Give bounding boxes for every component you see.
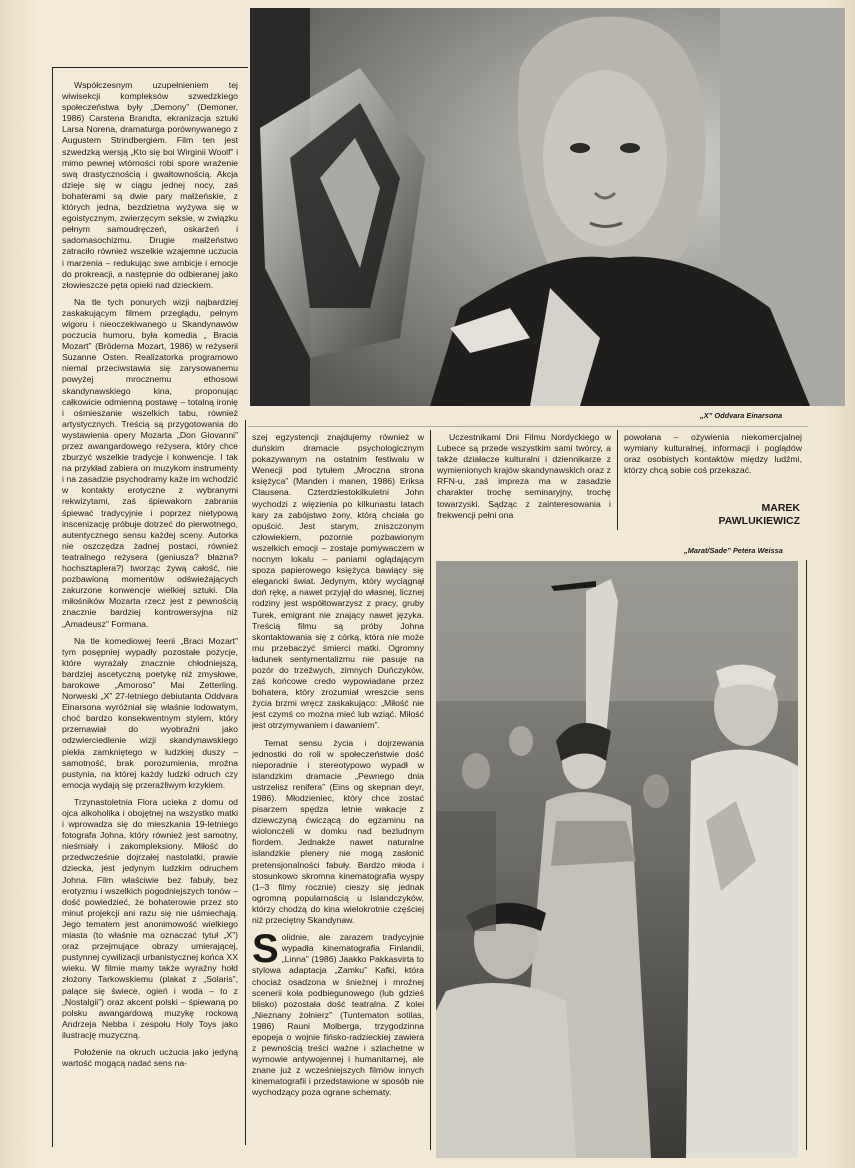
photo-marat-sade-still: [436, 561, 798, 1158]
article-column-2: [252, 432, 424, 1147]
column-rule-left: [52, 67, 53, 1147]
article-column-1: [62, 80, 238, 1148]
paragraph: Trzynastoletnia Flora ucieka z domu od ojca alkoholika i obojętnej na wszystko matki i wprowadza się do mieszkania 19-letniego fotografa Johna, który również jest samotny, nieśmiały i zakompleksiony. Miłość do przedwcześnie dojrzałej nastolatki, prawie dziecka, jest jedynym ludzkim odruchem Johna. Film właściwie bez fabuły, bez erotyzmu i wszelkich pogodniejszych tonów – dość powiedzieć, że bohaterowie przez sto minut projekcji ani razu się nie uśmiechają. Jego tematem jest anonimowość wielkiego miasta (to właśnie ma oznaczać tytuł „X”) oraz przejmujące obrazy umierającej, pustynnej cywilizacji urbanistycznej końca XX wieku. W filmie mamy także wyraźny hołd złożony Tarkowskiemu (plakat z „Solaris”, palące się świece, ogień i woda – to z „Nostalgii”) oraz akcent polski – śpiewaną po polsku awangardową muzykę rockową Andrzeja Nebba i zespołu Holy Toys jako ilustrację muzyczną.: [62, 796, 238, 1040]
paragraph: Współczesnym uzupełnieniem tej wiwisekcji kompleksów szwedzkiego społeczeństwa były „Demony” (Demoner, 1986) Carstena Brandta, ekranizacja sztuki Larsa Norena, dramaturga porównywanego z Augustem Strindbergiem. Film ten jest szwedzką wersją „Kto się boi Wirginii Woolf” i mimo pewnej wtórności robi spore wrażenie swą drastycznością i gwałtownością. Akcja dzieje się w ciągu jednej nocy, zaś bohaterami są dwie pary małżeńskie, z których jedna, bezdzietna wyżywa się w egoistycznym, zwierzęcym seksie, w związku pełnym samoudręczeń, oskarżeń i sadomasochizmu. Drugie małżeństwo zatraciło również wszelkie wzajemne uczucia i marzenia – redukując swe ambicje i emocje do prokreacji, a następnie do odbieranej jako złowieszcze pęta opieki nad dzieckiem.: [62, 80, 238, 290]
photo-caption-marat-sade: „Marat/Sade” Petera Weissa: [684, 546, 783, 555]
paragraph: Na tle komediowej feerii „Braci Mozart” tym posępniej wypadły pozostałe pozycje, które wyrażały znacznie chłodniejszą, bardziej ascetyczną poetykę niż zmysłowe, barokowe „Amoroso” Mai Zetterling. Norweski „X” 27-letniego debiutanta Oddvara Einarsona wyróżniał się właśnie lodowatym, choć bardzo konsekwentnym stylem, który przemawiał do wyobraźni jako odzwierciedlenie wizji skandynawskiego piekła zamkniętego w ludzkiej duszy – samotność, brak porozumienia, mroźna pustynia, na której każdy ludzki odruch czy emocja wydają się przerażliwym krzykiem.: [62, 635, 238, 790]
author-last-name: PAWLUKIEWICZ: [718, 515, 800, 527]
paragraph: powołana – ożywienia niekomercjalnej wymiany kulturalnej, informacji i poglądów oraz osobistych kontaktów między ludźmi, którzy chcą sobie coś przekazać.: [624, 432, 802, 476]
paragraph: Położenie na okruch uczucia jako jedyną wartość mogącą nadać sens na-: [62, 1046, 238, 1069]
column-rule-1: [245, 420, 246, 1145]
paragraph: szej egzystencji znajdujemy również w duńskim dramacie psychologicznym pokazywanym na ostatnim festiwalu w Wenecji pod tytułem „Mroczna strona księżyca” (Manden i manen, 1986) Eriksa Clausena. Czterdziestokilkuletni John wychodzi z więzienia po kilkunastu latach kary za zabójstwo żony, którą chciała go opuścić. Jest starym, zniszczonym człowiekiem, pozornie pozbawionym wszelkich emocji – zostaje pomywaczem w nocnym lokalu – paniami oglądającym spoza papierowego księżyca bawiący się elegancki świat. Jedynym, który wyciągnął doń rękę, a nawet przyjął do własnej, licznej rodziny jest współtowarzysz z pracy, gruby Turek, emigrant nie znający nawet języka. Treścią filmu są próby Johna skontaktowania się z córką, która nie może mu przebaczyć śmierci matki. Ogromny ładunek sentymentalizmu nie pasuje na pozór do trzeźwych, zimnych Duńczyków, zaś końcowe credo wypowiadane przez bohatera, który zrozumiał wreszcie sens życia brzmi wręcz zaskakująco: „Miłość nie jest czymś co można mieć lub wziąć. Miłość jest otrzymywaniem i dawaniem”.: [252, 432, 424, 731]
photo-marat-sade-image: [436, 561, 798, 1158]
photo-x-image: [250, 8, 845, 406]
paragraph: Temat sensu życia i dojrzewania jednostki do roli w społeczeństwie dość nieporadnie i stereotypowo wypadł w islandzkim dramacie „Pewnego dnia ustrzelisz renifera” (Eins og skepnan deyr, 1986). Młodzieniec, który chce zostać pisarzem spędza letnie wakacje z dziewczyną ćwiczącą do egzaminu na wiolonczeli w domku nad bezludnym fiordem. Jednakże nawet naturalne islandzkie plenery nie mogą zasłonić pretensjonalności fabuły. Bardzo młoda i stosunkowo skromna kinematografia wyspy (1–3 filmy rocznie) cieszy się jednak ogromną popularnością u Islandczyków, którzy chodzą do kina wielokrotnie częściej niż przeciętny Skandynaw.: [252, 737, 424, 926]
author-byline: [640, 502, 800, 528]
article-column-3: [437, 432, 611, 532]
caption-rule: [248, 426, 808, 427]
drop-cap: S: [252, 927, 279, 972]
article-column-4: [624, 432, 802, 492]
column-rule-3: [617, 430, 618, 530]
column-rule-2: [430, 430, 431, 1150]
paragraph: Na tle tych ponurych wizji najbardziej zaskakującym filmem przeglądu, pełnym wigoru i nieoczekiwanego u Skandynawów poczucia humoru, była komedia „ Bracia Mozart” (Bröderna Mozart, 1986) w reżyserii Suzanne Osten. Realizatorka programowo niemal przeciwstawia się zarysowanemu powyżej mrocznemu ethosowi skandynawskiego kina, proponując całkowicie odmienną postawę – totalną ironię i ośmieszanie wszelkich tabu, również artystycznych. Treścią są przygotowania do wystawienia opery Mozarta „Don Giovanni” przez awangardowego reżysera, który chce zburzyć wszelkie tradycje i konwencje. I tak na przykład zabiera on muzykom instrumenty i na zasadzie psychodramy każe im wchodzić w kontakty erotyczne z wybranymi rekwizytami, zaś śpiewakom zabrania śpiewać tradycyjnie i poprzez nietypową inscenizację próbuje dotrzeć do pierwotnego, autentycznego sensu każdej sceny. Autorka nie oszczędza żadnej postaci, również teatralnego reżysera (geniusza? błazna? hochsztaplera?) tworząc żywą całość, nie pozbawioną momentów odświeżających zakurzone konwencje wielkiej sztuki. Dla miłośników Mozarta rzecz jest z pewnością znacznie bardziej kontrowersyjna niż „Amadeusz” Formana.: [62, 296, 238, 629]
author-first-name: MAREK: [761, 502, 800, 514]
photo-x-film-still: [250, 8, 845, 406]
paragraph-dropcap: [252, 927, 424, 1098]
column-rule-right: [806, 560, 807, 1150]
paragraph: Uczestnikami Dni Filmu Nordyckiego w Lubece są przede wszystkim sami twórcy, a także działacze kulturalni i dziennikarze z wymienionych krajów skandynawskich oraz z RFN-u, zaś impreza ma w zasadzie charakter trochę seminaryjny, trochę towarzyski. Sądząc z zainteresowania i frekwencji pełni ona: [437, 432, 611, 520]
photo-caption-x: „X” Oddvara Einarsona: [700, 411, 783, 420]
paragraph-text: olidnie, ale zarazem tradycyjnie wypadła kinematografia Finlandii, „Linna” (1986) Jaakko Pakkasvirta to stylowa adaptacja „Zamku” Kafki, która chociaż osadzona w śnieżnej i mroźnej scenerii koła podbiegunowego (lub gdzieś blisko) pozostała dość teatralna. Z kolei „Nieznany żołnierz” (Tuntematon sotilas, 1986) Rauni Molberga, trzygodzinna epopeja o wojnie fińsko-radzieckiej zawiera z pewnością treści ważne i szlachetne w wymowie antywojennej i humanitarnej, ale znane już z wcześniejszych filmów innych kinematografii i przedstawione w sposób nie wychodzący poza ograne schematy.: [252, 932, 424, 1098]
header-rule: [52, 67, 248, 68]
